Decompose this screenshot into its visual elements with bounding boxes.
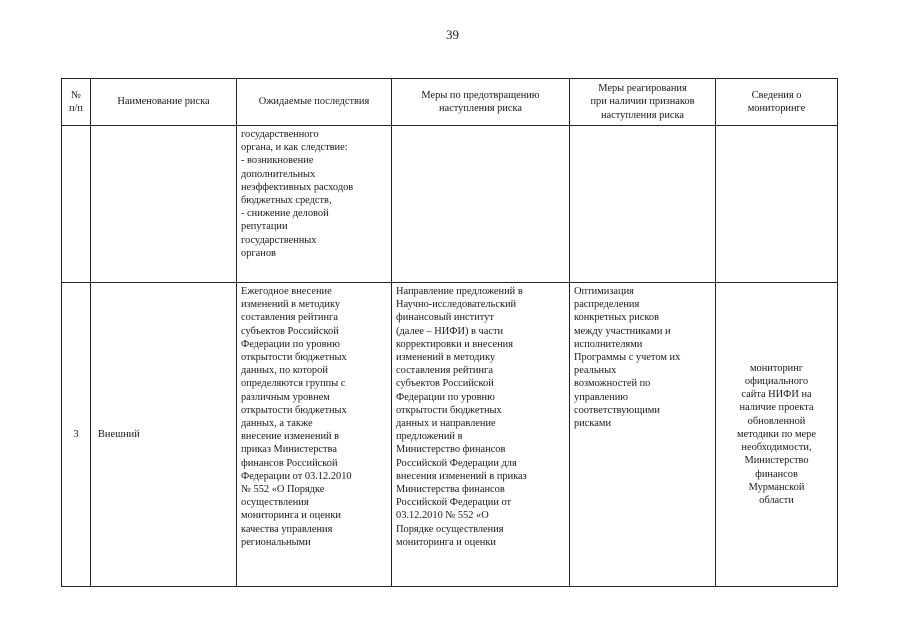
text-line: неэффективных расходов xyxy=(241,181,354,193)
text-line: мониторинга и оценки xyxy=(241,510,341,522)
text-line: исполнителями xyxy=(574,338,643,350)
text-line: внесение изменений в xyxy=(241,431,340,443)
text-line: Направление предложений в xyxy=(396,286,523,297)
text-line: мониторинга и оценки xyxy=(396,536,496,548)
text-line: Научно-исследовательский xyxy=(396,299,517,311)
text-line: открытости бюджетных xyxy=(396,404,502,416)
header-risk-name xyxy=(91,79,237,126)
text-line: данных и направление xyxy=(396,418,496,430)
text-line: Наименование риска xyxy=(117,96,210,108)
text-line: финансовый институт xyxy=(396,312,494,324)
text-line: составления рейтинга xyxy=(396,365,493,377)
text-line: финансов Российской xyxy=(241,457,338,469)
text-line: открытости бюджетных xyxy=(241,352,347,364)
text-line: Сведения о xyxy=(751,89,802,101)
text-line: Российской Федерации от xyxy=(396,497,512,509)
page-number: 39 xyxy=(446,27,459,42)
text-line: качества управления xyxy=(241,523,333,535)
text-line: соответствующими xyxy=(574,404,660,416)
text-line: наступления риска xyxy=(438,103,523,114)
cell-num: 3 xyxy=(62,283,91,587)
cell-risk-name xyxy=(91,126,237,283)
text-line: внесения изменений в приказ xyxy=(396,470,527,482)
text-line: конкретных рисков xyxy=(574,312,659,324)
text-line: Программы с учетом их xyxy=(574,352,681,364)
text-line: органа, и как следствие: xyxy=(241,142,348,154)
header-consequences xyxy=(237,79,392,126)
text-line: Меры по предотвращению xyxy=(421,89,540,101)
cell-consequences xyxy=(237,283,392,587)
table-row-3 xyxy=(62,283,838,587)
text-line: распределения xyxy=(574,299,640,311)
cell-response xyxy=(570,126,716,283)
text-line: № xyxy=(71,89,81,101)
text-line: осуществления xyxy=(241,497,309,509)
text-line: (далее – НИФИ) в части xyxy=(396,325,504,337)
text-line: корректировки и внесения xyxy=(396,338,513,350)
text-line: Федерации по уровню xyxy=(396,391,495,403)
text-line: мониторинге xyxy=(747,103,806,114)
text-line: Министерство xyxy=(744,455,809,467)
text-line: реальных xyxy=(574,365,617,377)
text-line: финансов xyxy=(755,468,798,480)
text-line: изменений в методику xyxy=(241,299,341,311)
text-line: возможностей по xyxy=(574,378,651,390)
text-line: Федерации по уровню xyxy=(241,338,340,350)
text-line: репутации xyxy=(241,221,288,233)
text-line: открытости бюджетных xyxy=(241,404,347,416)
header-response xyxy=(570,79,716,126)
text-line: Мурманской xyxy=(748,481,805,493)
text-line: № 552 «О Порядке xyxy=(241,484,325,496)
text-line: наличие проекта xyxy=(739,402,814,414)
text-line: предложений в xyxy=(396,431,463,443)
risk-table xyxy=(61,78,838,587)
text-line: Федерации от 03.12.2010 xyxy=(241,470,352,482)
text-line: дополнительных xyxy=(241,168,316,180)
text-line: Ожидаемые последствия xyxy=(258,96,370,108)
text-line: региональными xyxy=(241,536,311,548)
text-line: приказ Министерства xyxy=(241,444,337,456)
table-row-continued xyxy=(62,126,838,283)
cell-response xyxy=(570,283,716,587)
text-line: обновленной xyxy=(747,415,806,427)
header-num xyxy=(62,79,91,126)
text-line: необходимости, xyxy=(741,442,812,454)
text-line: 03.12.2010 № 552 «О xyxy=(396,510,489,522)
text-line: Оптимизация xyxy=(574,286,634,297)
text-line: рисками xyxy=(574,418,612,430)
text-line: Министерства финансов xyxy=(396,484,505,496)
text-line: - снижение деловой xyxy=(241,208,329,220)
text-line: наступления риска xyxy=(600,109,685,121)
text-line: области xyxy=(759,494,794,506)
cell-num xyxy=(62,126,91,283)
text-line: государственных xyxy=(241,234,317,246)
header-monitoring xyxy=(716,79,838,126)
text-line: определяются группы с xyxy=(241,378,346,390)
cell-prevention xyxy=(392,283,570,587)
text-line: официального xyxy=(744,376,809,388)
text-line: мониторинг xyxy=(749,362,804,374)
text-line: бюджетных средств, xyxy=(241,195,332,207)
text-line: Ежегодное внесение xyxy=(241,286,332,297)
text-line: данных, а также xyxy=(241,418,313,430)
text-line: органов xyxy=(241,247,276,259)
text-line: Российской Федерации для xyxy=(396,457,517,469)
text-line: субъектов Российской xyxy=(396,378,494,390)
text-line: Порядке осуществления xyxy=(396,523,504,535)
text-line: сайта НИФИ на xyxy=(741,389,812,401)
text-line: Меры реагирования xyxy=(598,83,687,95)
text-line: п/п xyxy=(68,103,83,114)
cell-monitoring xyxy=(716,126,838,283)
table-header-row xyxy=(62,79,838,126)
text-line: управлению xyxy=(574,391,629,403)
text-line: данных, по которой xyxy=(241,365,328,377)
text-line: - возникновение xyxy=(241,155,314,167)
cell-consequences xyxy=(237,126,392,283)
text-line: государственного xyxy=(241,129,319,140)
text-line: субъектов Российской xyxy=(241,325,339,337)
text-line: составления рейтинга xyxy=(241,312,338,324)
text-line: Министерство финансов xyxy=(396,444,506,456)
text-line: при наличии признаков xyxy=(590,96,695,108)
text-line: между участниками и xyxy=(574,325,671,337)
cell-monitoring xyxy=(716,283,838,587)
text-line: методики по мере xyxy=(737,428,816,440)
text-line: различным уровнем xyxy=(241,391,330,403)
text-line: изменений в методику xyxy=(396,352,496,364)
cell-prevention xyxy=(392,126,570,283)
cell-risk-name: Внешний xyxy=(91,283,237,587)
header-prevention xyxy=(392,79,570,126)
